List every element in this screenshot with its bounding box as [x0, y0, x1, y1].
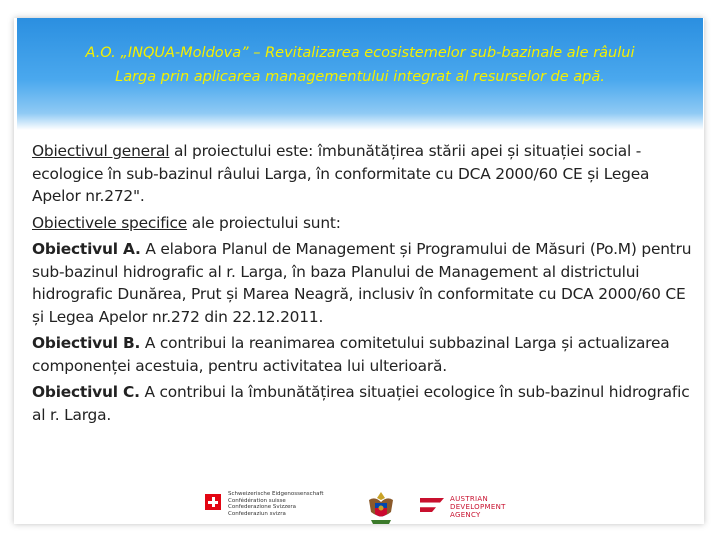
objective-a-label: Obiectivul A. [32, 240, 141, 258]
swiss-flag-icon [205, 494, 221, 510]
specific-objectives-text: ale proiectului sunt: [187, 213, 341, 232]
moldova-coat-of-arms-icon [365, 490, 397, 526]
austria-line: DEVELOPMENT [450, 503, 506, 511]
austria-line: AGENCY [450, 511, 481, 519]
general-objective-text: al proiectului este: îmbunătățirea stării apei și situației social -ecologice în sub-bazinul râului Larga, în conformitate cu DCA 2000/60 CE și Legea Apelor nr.272". [32, 142, 650, 205]
specific-objectives-label: Obiectivele specifice [32, 213, 188, 232]
swiss-line: Confédération suisse [228, 497, 286, 504]
slide-body [32, 140, 702, 430]
austrian-development-agency-logo [420, 494, 540, 524]
general-objective [32, 140, 702, 208]
austria-flag-icon [420, 498, 444, 512]
objective-b-text: A contribui la reanimarea comitetului subbazinal Larga și actualizarea componenței acestuia, pentru activitatea lui ulterioară. [32, 334, 670, 375]
objective-a-text: A elabora Planul de Management și Programului de Măsuri (Po.M) pentru sub-bazinul hidrografic al r. Larga, în baza Planului de Management al districtului hidrografic Dunărea, Prut și Marea Neagră, inclusiv în conformitate cu DCA 2000/60 CE și Legea Apelor nr.272 din 22.12.2011. [32, 240, 692, 326]
objective-c [32, 381, 702, 426]
swiss-confederation-logo [228, 491, 358, 517]
objective-c-text: A contribui la îmbunătățirea situației ecologice în sub-bazinul hidrografic al r. Larga. [32, 383, 690, 424]
swiss-line: Confederaziun svizra [228, 510, 286, 517]
general-objective-label: Obiectivul general [32, 142, 170, 160]
specific-objectives [32, 212, 702, 235]
objective-a [32, 238, 702, 328]
slide-title [20, 41, 700, 89]
austria-line: AUSTRIAN [450, 495, 488, 503]
objective-c-label: Obiectivul C. [32, 383, 140, 401]
title-line-1: A.O. „INQUA-Moldova” – Revitalizarea ecosistemelor sub-bazinale ale râului [85, 45, 635, 61]
objective-b-label: Obiectivul B. [32, 334, 141, 352]
title-line-2: Larga prin aplicarea managementului integrat al resurselor de apă. [115, 69, 605, 85]
footer-logos [200, 488, 540, 528]
swiss-line: Confederazione Svizzera [228, 504, 296, 510]
swiss-line: Schweizerische Eidgenossenschaft [228, 491, 324, 497]
objective-b [32, 332, 702, 377]
austria-agency-text [450, 495, 506, 519]
